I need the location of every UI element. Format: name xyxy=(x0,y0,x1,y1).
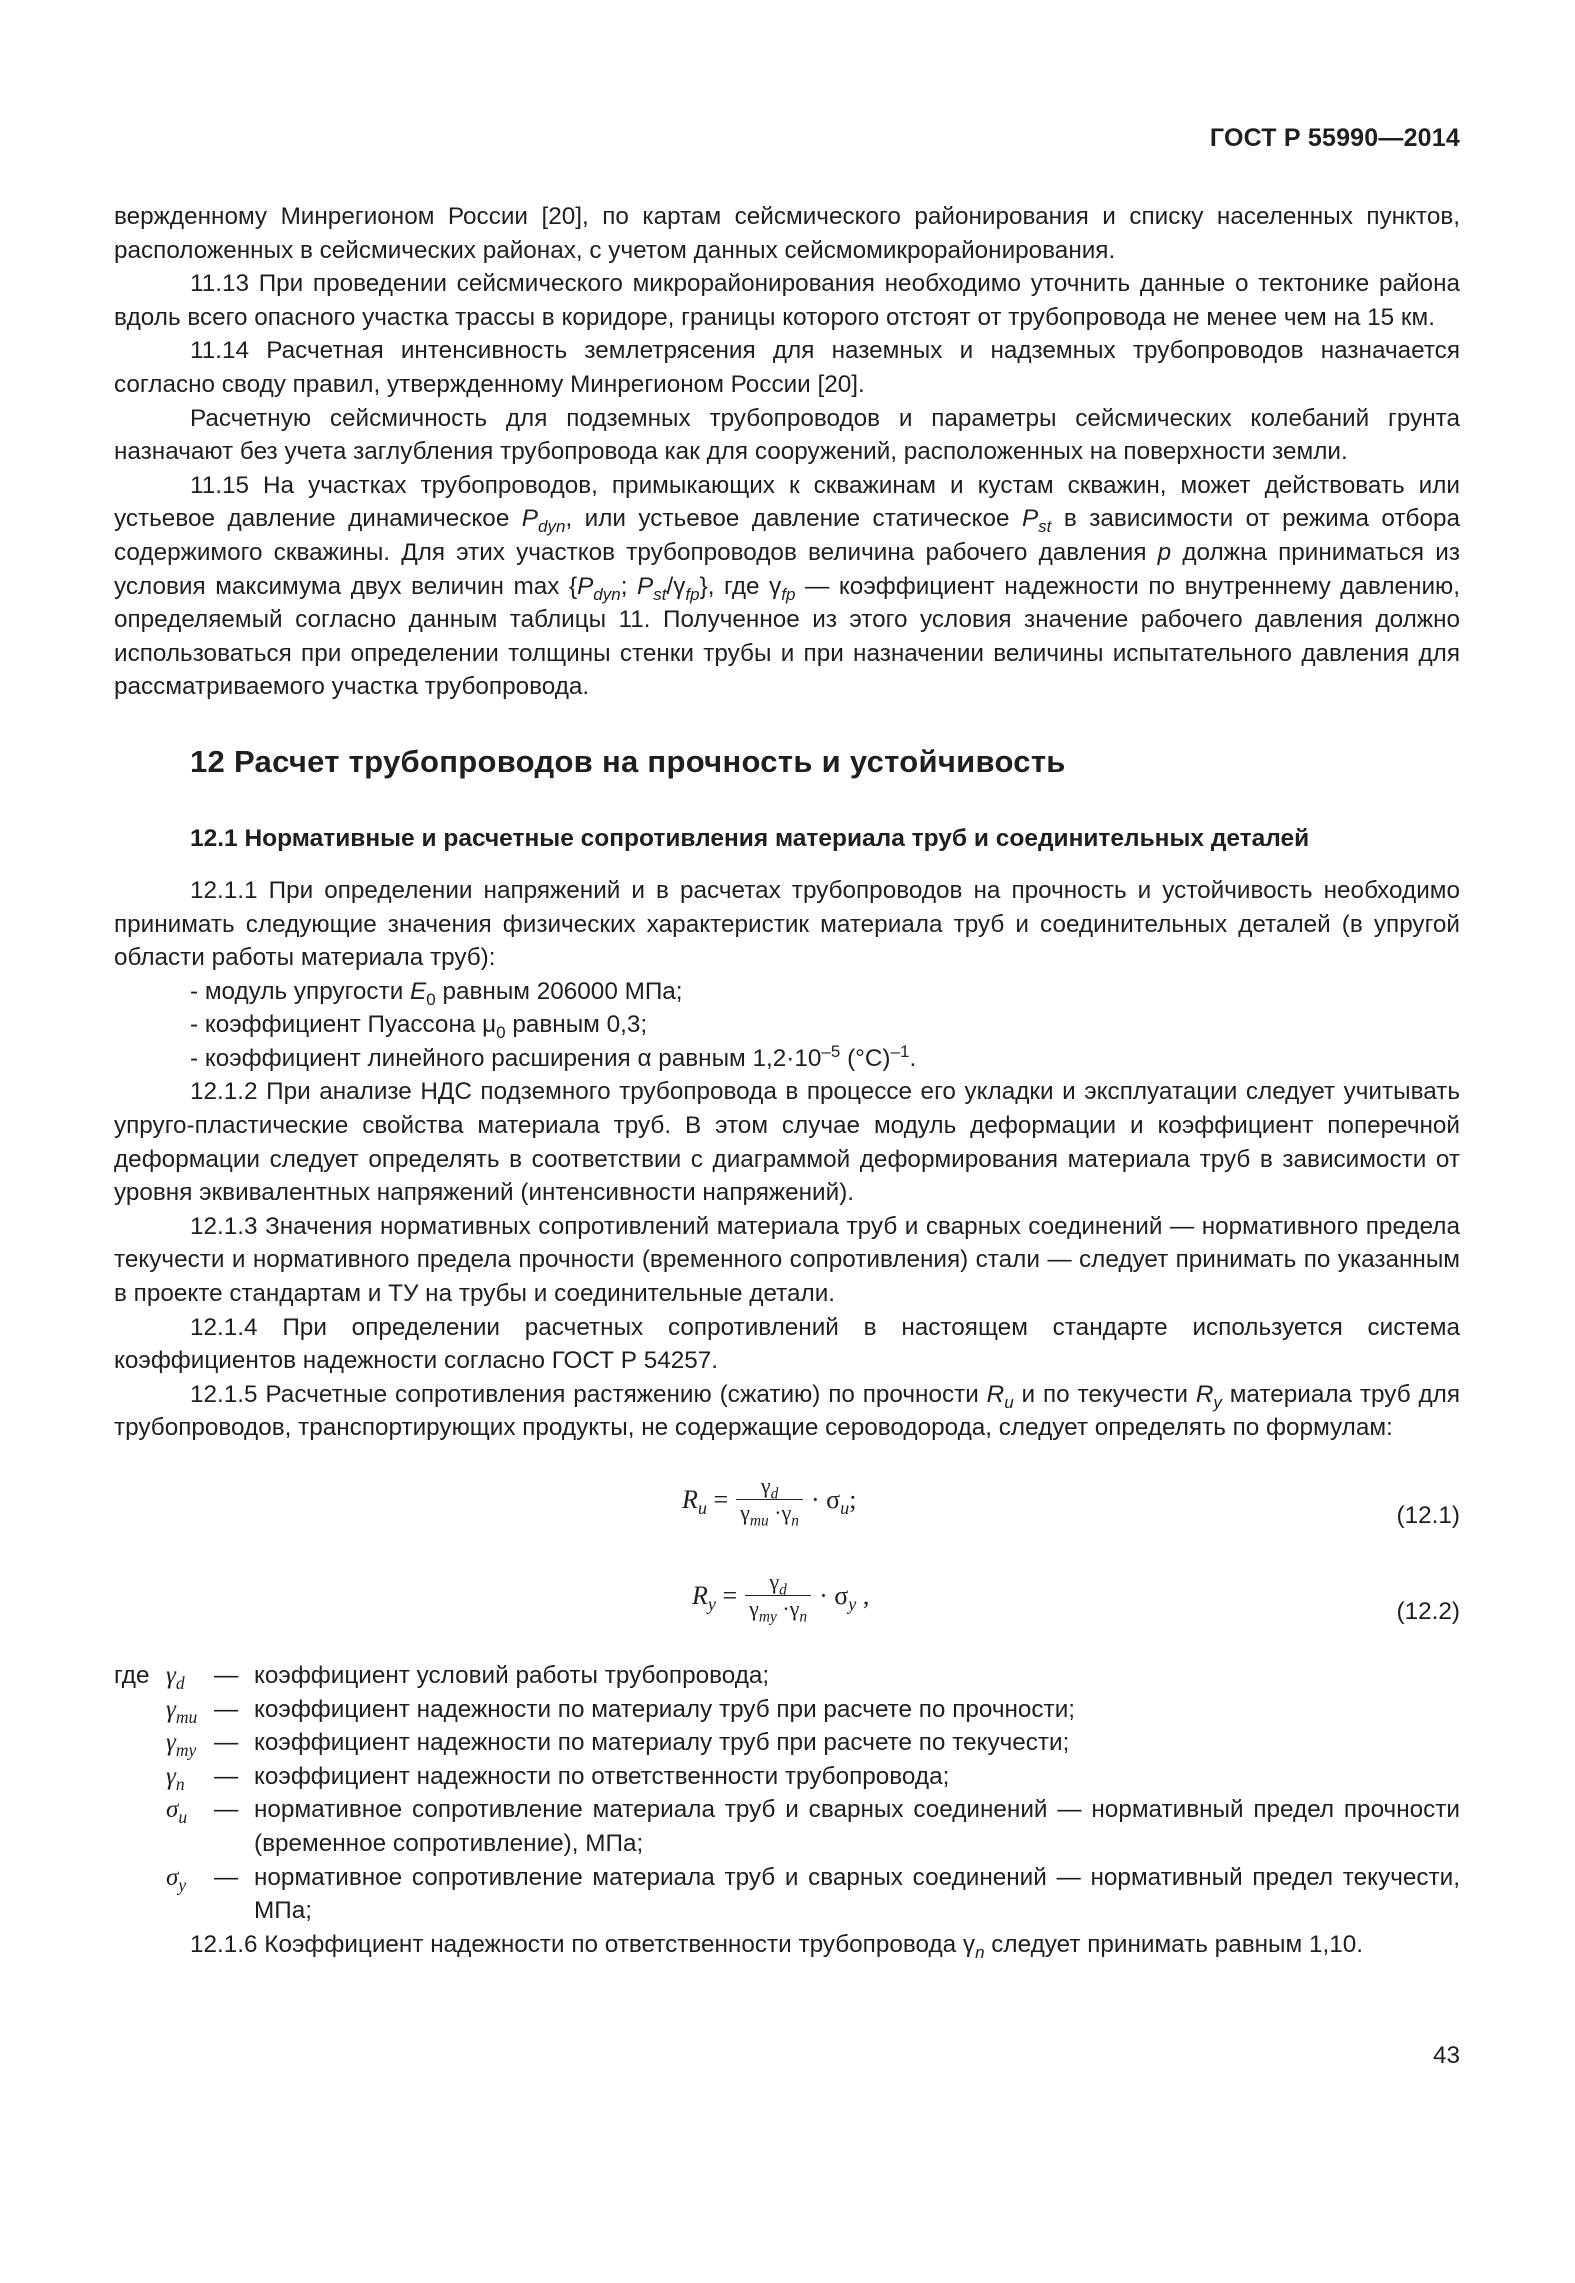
definition-row: где $\gamma_d$ — коэффициент условий работы трубопровода; xyxy=(114,1662,770,1693)
symbol-definitions xyxy=(114,1659,1460,1928)
paragraph-11-15: 11.15 На участках трубопроводов, примыкающих к скважинам и кустам скважин, может действовать или устьевое давление динамическое $P_{dyn}$, или устьевое давление статическое $P_{st}$ в зависимости от режима отбора содержимого скважины. Для этих участков трубопроводов величина рабочего давления p должна приниматься из условия максимума двух величин $\max \{P_{dyn}$; $P_{st}/\gamma_{fp}$}, где $\gamma_{fp}$ — коэффициент надежности по внутреннему давлению, определяемый согласно данным таблицы 11. Полученное из этого условия значение рабочего давления должно использоваться при определении толщины стенки трубы и при назначении величины испытательного давления для рассматриваемого участка трубопровода. xyxy=(114,471,1460,701)
list-item: - коэффициент линейного расширения α равным $1,2\cdot 10^{-5}$ $(^\circ С)^{-1}$. xyxy=(190,1041,917,1072)
formula-12-1: $R_u$ = $\frac{\gamma_d}{\gamma_{mu} \cdot\gamma_n}$ · $\sigma_u$; (12.1) xyxy=(114,1459,1460,1555)
paragraph: верждeнному Минрегионом России [20], по картам сейсмического районирования и списку населенных пунктов, расположенных в сейсмических районах, с учетом данных сейсмомикрорайонирования. xyxy=(114,203,1460,264)
paragraph: Расчетную сейсмичность для подземных трубопроводов и параметры сейсмических колебаний грунта назначают без учета заглубления трубопровода как для сооружений, расположенных на поверхности земли. xyxy=(114,404,1460,466)
paragraph-12-1-3: 12.1.3 Значения нормативных сопротивлений материала труб и сварных соединений — нормативного предела текучести и нормативного предела прочности (временного сопротивления) стали — следует принимать по указанным в проекте стандартам и ТУ на трубы и соединительные детали. xyxy=(114,1212,1460,1308)
paragraph-11-14: 11.14 Расчетная интенсивность землетрясения для наземных и надземных трубопроводов назначается согласно своду правил, утвержденному Минрегионом России [20]. xyxy=(114,337,1460,398)
definition-row: $\sigma_u$ — нормативное сопротивление материала труб и сварных соединений — нормативный предел прочности (временное сопротивление), МПа; xyxy=(166,1796,1460,1857)
document-code-header: ГОСТ Р 55990—2014 xyxy=(1209,124,1460,152)
list-item: - модуль упругости $E_0$ равным 206000 МПа; xyxy=(190,977,683,1009)
paragraph-11-13: 11.13 При проведении сейсмического микрорайонирования необходимо уточнить данные о тектонике района вдоль всего опасного участка трассы в коридоре, границы которого отстоят от трубопровода не менее чем на 15 км. xyxy=(114,270,1460,331)
paragraph-12-1-6: 12.1.6 Коэффициент надежности по ответственности трубопровода $\gamma_n$ следует принимать равным 1,10. xyxy=(190,1930,1363,1962)
definition-row: $\gamma_{my}$ — коэффициент надежности по материалу труб при расчете по текучести; xyxy=(166,1729,1070,1761)
paragraph-12-1-1: 12.1.1 При определении напряжений и в расчетах трубопроводов на прочность и устойчивость необходимо принимать следующие значения физических характеристик материала труб и соединительных деталей (в упругой области работы материала труб): xyxy=(114,876,1460,972)
page-number: 43 xyxy=(1432,2042,1460,2069)
definition-row: $\sigma_y$ — нормативное сопротивление материала труб и сварных соединений — нормативный предел текучести, МПа; xyxy=(166,1863,1460,1925)
paragraph-12-1-5: 12.1.5 Расчетные сопротивления растяжению (сжатию) по прочности $R_u$ и по текучести $R_y$ материала труб для трубопроводов, транспортирующих продукты, не содержащие сероводорода, следует определять по формулам: xyxy=(114,1380,1460,1442)
list-item: - коэффициент Пуассона $\mu_0$ равным 0,3; xyxy=(190,1011,648,1043)
formula-12-2: $R_y$ = $\frac{\gamma_d}{\gamma_{my} \cdot\gamma_n}$ · $\sigma_y$ , (12.2) xyxy=(114,1555,1460,1651)
document-page xyxy=(114,0,1460,2283)
document-body xyxy=(114,200,1460,1961)
definition-row: $\gamma_{mu}$ — коэффициент надежности по материалу труб при расчете по прочности; xyxy=(166,1695,1076,1727)
paragraph-12-1-4: 12.1.4 При определении расчетных сопротивлений в настоящем стандарте используется система коэффициентов надежности согласно ГОСТ Р 54257. xyxy=(114,1313,1460,1375)
paragraph-12-1-2: 12.1.2 При анализе НДС подземного трубопровода в процессе его укладки и эксплуатации следует учитывать упруго-пластические свойства материала труб. В этом случае модуль деформации и коэффициент поперечной деформации следует определять в соответствии с диаграммой деформирования материала труб в зависимости от уровня эквивалентных напряжений (интенсивности напряжений). xyxy=(114,1078,1460,1207)
definition-row: $\gamma_n$ — коэффициент надежности по ответственности трубопровода; xyxy=(166,1762,950,1794)
equation-number: (12.1) xyxy=(1396,1502,1460,1529)
subsection-12-1-heading: 12.1 Нормативные и расчетные сопротивления материала труб и соединительных деталей xyxy=(190,824,1310,852)
section-12-heading: 12 Расчет трубопроводов на прочность и устойчивость xyxy=(190,743,1066,779)
equation-number: (12.2) xyxy=(1396,1598,1460,1625)
